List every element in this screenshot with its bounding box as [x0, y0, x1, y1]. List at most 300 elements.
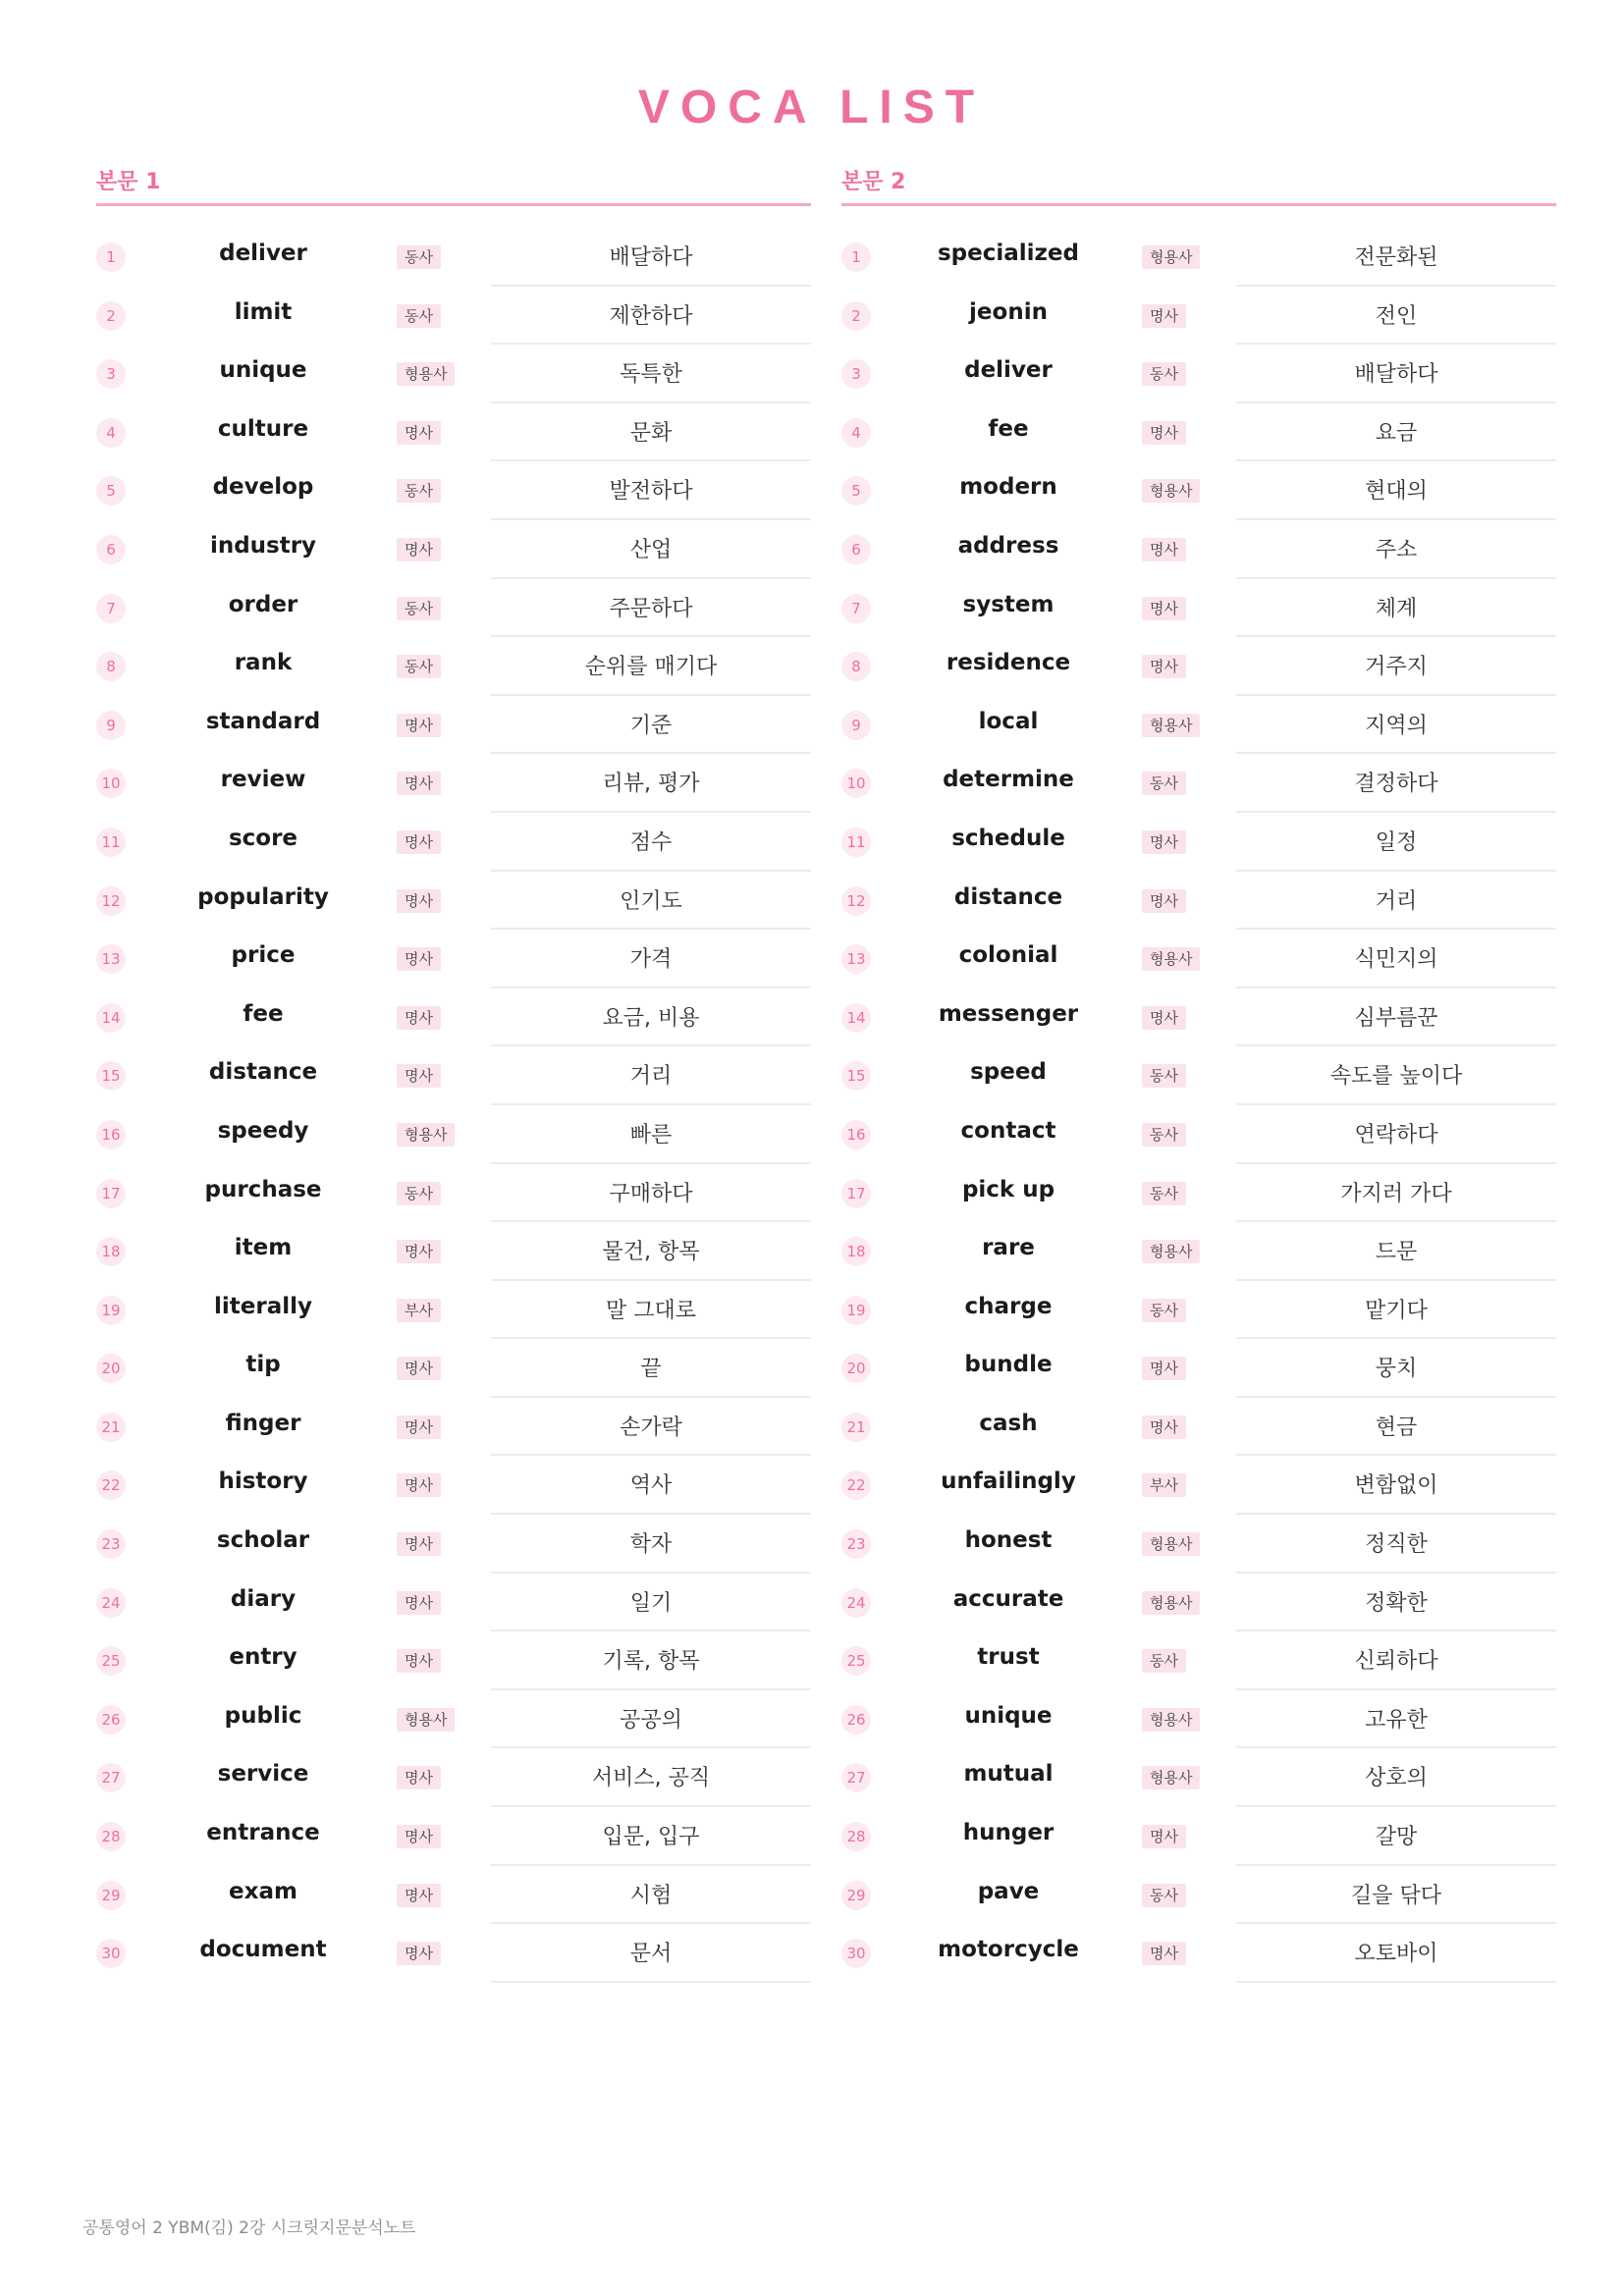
vocab-row	[841, 287, 1556, 346]
part-of-speech-badge: 동사	[1142, 1649, 1186, 1673]
vocab-word: item	[234, 1235, 293, 1261]
part-of-speech-badge: 형용사	[1142, 947, 1200, 971]
vocab-row	[841, 637, 1556, 696]
vocab-row	[841, 1046, 1556, 1105]
row-divider	[1236, 1981, 1556, 1983]
part-of-speech-badge: 형용사	[1142, 245, 1200, 269]
part-of-speech-badge: 명사	[397, 1591, 441, 1615]
vocab-meaning: 역사	[629, 1473, 673, 1499]
vocab-row	[96, 1222, 811, 1281]
part-of-speech-badge: 명사	[1142, 421, 1186, 445]
entry-number: 11	[96, 828, 126, 857]
vocab-word: culture	[217, 415, 309, 442]
vocab-row	[96, 403, 811, 462]
vocab-row	[841, 1339, 1556, 1398]
vocab-meaning: 뭉치	[1375, 1357, 1418, 1382]
vocab-row	[96, 1281, 811, 1340]
vocab-meaning: 배달하다	[1354, 362, 1438, 388]
part-of-speech-badge: 명사	[1142, 597, 1186, 620]
vocab-meaning: 손가락	[620, 1415, 682, 1440]
vocab-word: charge	[964, 1293, 1053, 1319]
entry-number: 12	[96, 886, 126, 916]
entry-number: 22	[96, 1470, 126, 1500]
vocab-word: jeonin	[969, 298, 1048, 325]
entry-number: 8	[96, 652, 126, 681]
vocab-word: local	[978, 708, 1039, 734]
entry-number: 26	[841, 1705, 871, 1735]
entry-number: 6	[841, 535, 871, 564]
part-of-speech-badge: 동사	[397, 245, 441, 269]
vocab-meaning: 전인	[1375, 303, 1418, 329]
entry-number: 4	[841, 418, 871, 448]
entry-number: 23	[96, 1529, 126, 1559]
vocab-meaning: 오토바이	[1354, 1942, 1438, 1967]
entry-number: 10	[841, 769, 871, 798]
vocab-row	[96, 1164, 811, 1223]
part-of-speech-badge: 명사	[397, 1240, 441, 1263]
vocab-meaning: 학자	[629, 1532, 673, 1558]
vocab-meaning: 가지러 가다	[1340, 1181, 1452, 1206]
vocab-row	[96, 345, 811, 403]
entry-number: 12	[841, 886, 871, 916]
part-of-speech-badge: 형용사	[1142, 1766, 1200, 1789]
vocab-row	[96, 579, 811, 638]
vocab-word: speedy	[217, 1117, 309, 1144]
vocab-row	[841, 1281, 1556, 1340]
vocab-meaning: 기준	[629, 713, 673, 738]
vocab-row	[841, 520, 1556, 579]
section-1-divider	[96, 203, 811, 206]
entry-number: 24	[96, 1588, 126, 1618]
entry-number: 1	[96, 242, 126, 272]
vocab-meaning: 리뷰, 평가	[602, 772, 700, 797]
part-of-speech-badge: 명사	[397, 1825, 441, 1848]
vocab-row	[96, 1398, 811, 1457]
vocab-row	[96, 754, 811, 813]
vocab-meaning: 거주지	[1365, 655, 1428, 680]
vocab-meaning: 심부름꾼	[1354, 1005, 1438, 1031]
section-2-vocab-list	[841, 228, 1556, 1983]
vocab-word: develop	[212, 474, 314, 501]
section-1	[96, 167, 811, 1983]
vocab-row	[96, 1515, 811, 1574]
entry-number: 17	[841, 1179, 871, 1208]
vocab-word: determine	[943, 767, 1074, 793]
entry-number: 27	[841, 1763, 871, 1792]
entry-number: 14	[841, 1003, 871, 1033]
part-of-speech-badge: 명사	[397, 1064, 441, 1088]
vocab-meaning: 고유한	[1365, 1707, 1428, 1733]
vocab-meaning: 현대의	[1365, 479, 1428, 505]
vocab-word: rank	[234, 650, 293, 676]
part-of-speech-badge: 명사	[397, 1532, 441, 1556]
entry-number: 9	[841, 711, 871, 740]
part-of-speech-badge: 명사	[397, 830, 441, 854]
section-1-label: 본문 1	[96, 170, 161, 194]
vocab-word: residence	[946, 650, 1071, 676]
vocab-word: purchase	[204, 1176, 322, 1202]
vocab-row	[841, 930, 1556, 988]
vocab-word: colonial	[958, 942, 1058, 969]
part-of-speech-badge: 형용사	[1142, 714, 1200, 737]
vocab-word: document	[199, 1937, 327, 1963]
vocab-word: contact	[960, 1117, 1056, 1144]
vocab-word: industry	[209, 532, 317, 559]
vocab-meaning: 서비스, 공직	[591, 1766, 711, 1791]
entry-number: 13	[841, 944, 871, 974]
vocab-word: literally	[214, 1293, 312, 1319]
vocab-row	[96, 930, 811, 988]
vocab-row	[841, 345, 1556, 403]
vocab-row	[96, 1456, 811, 1515]
vocab-meaning: 구매하다	[609, 1181, 693, 1206]
vocab-row	[96, 228, 811, 287]
vocab-meaning: 일정	[1375, 829, 1418, 855]
vocab-word: cash	[979, 1410, 1038, 1436]
entry-number: 28	[96, 1822, 126, 1851]
part-of-speech-badge: 부사	[1142, 1473, 1186, 1497]
entry-number: 25	[841, 1646, 871, 1676]
vocab-word: deliver	[219, 240, 307, 266]
vocab-meaning: 가격	[629, 947, 673, 973]
entry-number: 24	[841, 1588, 871, 1618]
vocab-row	[841, 813, 1556, 872]
vocab-word: score	[228, 825, 298, 851]
vocab-meaning: 빠른	[629, 1122, 673, 1148]
vocab-meaning: 정직한	[1365, 1532, 1428, 1558]
part-of-speech-badge: 명사	[397, 1357, 441, 1380]
vocab-word: unique	[964, 1702, 1053, 1729]
part-of-speech-badge: 명사	[397, 889, 441, 913]
vocab-meaning: 전문화된	[1354, 245, 1438, 270]
part-of-speech-badge: 동사	[1142, 362, 1186, 386]
vocab-meaning: 일기	[629, 1590, 673, 1616]
vocab-row	[841, 228, 1556, 287]
section-2-label: 본문 2	[841, 170, 906, 194]
vocab-meaning: 인기도	[620, 888, 682, 914]
vocab-meaning: 결정하다	[1354, 772, 1438, 797]
vocab-meaning: 식민지의	[1354, 947, 1438, 973]
vocab-meaning: 길을 닦다	[1350, 1883, 1441, 1908]
part-of-speech-badge: 동사	[1142, 1182, 1186, 1205]
entry-number: 19	[841, 1296, 871, 1325]
vocab-meaning: 요금	[1375, 420, 1418, 446]
entry-number: 30	[96, 1939, 126, 1968]
entry-number: 28	[841, 1822, 871, 1851]
entry-number: 27	[96, 1763, 126, 1792]
entry-number: 20	[841, 1354, 871, 1383]
part-of-speech-badge: 형용사	[1142, 479, 1200, 503]
vocab-meaning: 체계	[1375, 596, 1418, 621]
vocab-row	[841, 696, 1556, 755]
part-of-speech-badge: 부사	[397, 1299, 441, 1322]
vocab-meaning: 배달하다	[609, 245, 693, 270]
part-of-speech-badge: 형용사	[1142, 1708, 1200, 1732]
vocab-word: pave	[977, 1878, 1040, 1904]
vocab-word: messenger	[938, 1000, 1079, 1027]
vocab-row	[841, 872, 1556, 931]
vocab-meaning: 순위를 매기다	[584, 655, 718, 680]
vocab-meaning: 변함없이	[1354, 1473, 1438, 1499]
vocab-meaning: 정확한	[1365, 1590, 1428, 1616]
vocab-meaning: 제한하다	[609, 303, 693, 329]
part-of-speech-badge: 형용사	[397, 1123, 455, 1147]
vocab-meaning: 드문	[1375, 1240, 1418, 1265]
entry-number: 5	[841, 476, 871, 506]
part-of-speech-badge: 동사	[1142, 1884, 1186, 1907]
entry-number: 17	[96, 1179, 126, 1208]
part-of-speech-badge: 동사	[1142, 772, 1186, 795]
vocab-meaning: 주문하다	[609, 596, 693, 621]
part-of-speech-badge: 명사	[1142, 1942, 1186, 1965]
part-of-speech-badge: 명사	[1142, 889, 1186, 913]
part-of-speech-badge: 명사	[1142, 1825, 1186, 1848]
vocab-row	[96, 872, 811, 931]
entry-number: 20	[96, 1354, 126, 1383]
section-2-divider	[841, 203, 1556, 206]
entry-number: 16	[841, 1120, 871, 1149]
part-of-speech-badge: 동사	[397, 1182, 441, 1205]
vocab-meaning: 갈망	[1375, 1825, 1418, 1850]
vocab-word: system	[962, 591, 1055, 617]
vocab-word: entry	[229, 1644, 298, 1671]
vocab-word: finger	[225, 1410, 301, 1436]
part-of-speech-badge: 동사	[397, 479, 441, 503]
part-of-speech-badge: 명사	[397, 1006, 441, 1030]
vocab-meaning: 속도를 높이다	[1329, 1064, 1463, 1090]
entry-number: 15	[841, 1061, 871, 1091]
entry-number: 1	[841, 242, 871, 272]
entry-number: 11	[841, 828, 871, 857]
vocab-meaning: 거리	[1375, 888, 1418, 914]
vocab-meaning: 신뢰하다	[1354, 1649, 1438, 1675]
vocab-row	[841, 1398, 1556, 1457]
part-of-speech-badge: 동사	[1142, 1064, 1186, 1088]
part-of-speech-badge: 명사	[1142, 538, 1186, 561]
vocab-word: deliver	[964, 357, 1053, 384]
vocab-row	[841, 1515, 1556, 1574]
entry-number: 16	[96, 1120, 126, 1149]
entry-number: 22	[841, 1470, 871, 1500]
vocab-word: popularity	[197, 883, 329, 910]
part-of-speech-badge: 명사	[397, 947, 441, 971]
part-of-speech-badge: 명사	[397, 1766, 441, 1789]
vocab-meaning: 시험	[629, 1883, 673, 1908]
vocab-meaning: 요금, 비용	[602, 1005, 700, 1031]
vocab-word: history	[218, 1468, 308, 1495]
entry-number: 26	[96, 1705, 126, 1735]
entry-number: 29	[841, 1881, 871, 1910]
vocab-row	[841, 988, 1556, 1047]
vocab-row	[96, 988, 811, 1047]
vocab-row	[841, 1690, 1556, 1749]
vocab-row	[841, 1456, 1556, 1515]
vocab-meaning: 점수	[629, 829, 673, 855]
page-footer: 공통영어 2 YBM(김) 2강 시크릿지문분석노트	[82, 2218, 416, 2238]
vocab-word: pick up	[961, 1176, 1055, 1202]
vocab-word: fee	[988, 415, 1029, 442]
vocab-meaning: 상호의	[1365, 1766, 1428, 1791]
entry-number: 19	[96, 1296, 126, 1325]
entry-number: 4	[96, 418, 126, 448]
vocab-row	[96, 1748, 811, 1807]
section-1-vocab-list	[96, 228, 811, 1983]
entry-number: 7	[96, 594, 126, 623]
part-of-speech-badge: 명사	[397, 714, 441, 737]
part-of-speech-badge: 동사	[1142, 1299, 1186, 1322]
vocab-word: unfailingly	[941, 1468, 1076, 1495]
vocab-word: hunger	[962, 1820, 1055, 1846]
part-of-speech-badge: 형용사	[397, 362, 455, 386]
row-divider	[491, 1981, 811, 1983]
vocab-row	[96, 1631, 811, 1690]
vocab-row	[96, 696, 811, 755]
vocab-row	[96, 1105, 811, 1164]
vocab-row	[841, 1631, 1556, 1690]
vocab-meaning: 물건, 항목	[602, 1240, 700, 1265]
vocab-meaning: 끝	[640, 1357, 662, 1382]
vocab-meaning: 문화	[629, 420, 673, 446]
part-of-speech-badge: 명사	[397, 1649, 441, 1673]
part-of-speech-badge: 동사	[397, 304, 441, 328]
part-of-speech-badge: 동사	[1142, 1123, 1186, 1147]
vocab-meaning: 말 그대로	[605, 1298, 696, 1323]
vocab-meaning: 지역의	[1365, 713, 1428, 738]
part-of-speech-badge: 명사	[1142, 1357, 1186, 1380]
vocab-word: price	[231, 942, 296, 969]
vocab-word: fee	[243, 1000, 284, 1027]
entry-number: 23	[841, 1529, 871, 1559]
vocab-word: rare	[982, 1235, 1035, 1261]
entry-number: 2	[841, 301, 871, 331]
vocab-word: address	[957, 532, 1059, 559]
vocab-word: schedule	[951, 825, 1065, 851]
vocab-row	[841, 403, 1556, 462]
part-of-speech-badge: 명사	[397, 1942, 441, 1965]
vocab-word: diary	[230, 1585, 297, 1612]
entry-number: 3	[841, 359, 871, 389]
vocab-row	[841, 1748, 1556, 1807]
vocab-word: specialized	[937, 240, 1079, 266]
vocab-row	[841, 461, 1556, 520]
vocab-word: order	[228, 591, 298, 617]
vocab-word: limit	[234, 298, 293, 325]
vocab-word: speed	[970, 1059, 1047, 1086]
part-of-speech-badge: 형용사	[1142, 1591, 1200, 1615]
vocab-meaning: 산업	[629, 537, 673, 562]
part-of-speech-badge: 명사	[397, 772, 441, 795]
entry-number: 13	[96, 944, 126, 974]
vocab-meaning: 맡기다	[1365, 1298, 1428, 1323]
vocab-word: exam	[229, 1878, 298, 1904]
vocab-row	[96, 813, 811, 872]
part-of-speech-badge: 명사	[1142, 1006, 1186, 1030]
vocab-word: service	[217, 1761, 309, 1788]
vocab-word: modern	[959, 474, 1057, 501]
part-of-speech-badge: 명사	[397, 538, 441, 561]
entry-number: 30	[841, 1939, 871, 1968]
part-of-speech-badge: 형용사	[1142, 1240, 1200, 1263]
vocab-row	[96, 520, 811, 579]
vocab-row	[841, 579, 1556, 638]
vocab-row	[841, 1164, 1556, 1223]
vocab-word: scholar	[216, 1527, 310, 1554]
vocab-row	[96, 1924, 811, 1983]
vocab-row	[96, 461, 811, 520]
entry-number: 6	[96, 535, 126, 564]
vocab-meaning: 문서	[629, 1942, 673, 1967]
entry-number: 18	[96, 1237, 126, 1266]
entry-number: 2	[96, 301, 126, 331]
vocab-word: honest	[964, 1527, 1053, 1554]
vocab-row	[96, 287, 811, 346]
vocab-meaning: 현금	[1375, 1415, 1418, 1440]
entry-number: 10	[96, 769, 126, 798]
vocab-word: standard	[205, 708, 321, 734]
vocab-word: distance	[208, 1059, 318, 1086]
vocab-row	[96, 1046, 811, 1105]
vocab-word: entrance	[206, 1820, 320, 1846]
part-of-speech-badge: 명사	[1142, 830, 1186, 854]
vocab-word: public	[224, 1702, 302, 1729]
vocab-word: review	[220, 767, 306, 793]
entry-number: 7	[841, 594, 871, 623]
vocab-row	[841, 1222, 1556, 1281]
vocab-word: mutual	[963, 1761, 1054, 1788]
vocab-meaning: 독특한	[620, 362, 682, 388]
vocab-word: tip	[245, 1352, 281, 1378]
vocab-row	[841, 1807, 1556, 1866]
vocab-word: distance	[953, 883, 1063, 910]
part-of-speech-badge: 명사	[397, 1884, 441, 1907]
entry-number: 15	[96, 1061, 126, 1091]
vocab-row	[96, 1866, 811, 1925]
vocab-meaning: 공공의	[620, 1707, 682, 1733]
vocab-meaning: 거리	[629, 1064, 673, 1090]
vocab-meaning: 주소	[1375, 537, 1418, 562]
vocab-row	[96, 1339, 811, 1398]
vocab-row	[841, 754, 1556, 813]
vocab-meaning: 기록, 항목	[602, 1649, 700, 1675]
entry-number: 3	[96, 359, 126, 389]
part-of-speech-badge: 명사	[1142, 655, 1186, 678]
entry-number: 29	[96, 1881, 126, 1910]
vocab-row	[96, 637, 811, 696]
page-title: VOCA LIST	[637, 81, 986, 133]
vocab-word: bundle	[964, 1352, 1053, 1378]
entry-number: 25	[96, 1646, 126, 1676]
vocab-word: motorcycle	[938, 1937, 1079, 1963]
vocab-row	[96, 1574, 811, 1632]
entry-number: 21	[96, 1413, 126, 1442]
part-of-speech-badge: 동사	[397, 655, 441, 678]
part-of-speech-badge: 명사	[1142, 304, 1186, 328]
vocab-row	[96, 1807, 811, 1866]
part-of-speech-badge: 명사	[1142, 1415, 1186, 1439]
vocab-row	[841, 1574, 1556, 1632]
part-of-speech-badge: 동사	[397, 597, 441, 620]
vocab-row	[841, 1105, 1556, 1164]
part-of-speech-badge: 형용사	[1142, 1532, 1200, 1556]
part-of-speech-badge: 명사	[397, 1415, 441, 1439]
vocab-meaning: 입문, 입구	[602, 1825, 700, 1850]
part-of-speech-badge: 명사	[397, 1473, 441, 1497]
vocab-row	[841, 1866, 1556, 1925]
vocab-meaning: 연락하다	[1354, 1122, 1438, 1148]
vocab-row	[96, 1690, 811, 1749]
entry-number: 5	[96, 476, 126, 506]
part-of-speech-badge: 명사	[397, 421, 441, 445]
